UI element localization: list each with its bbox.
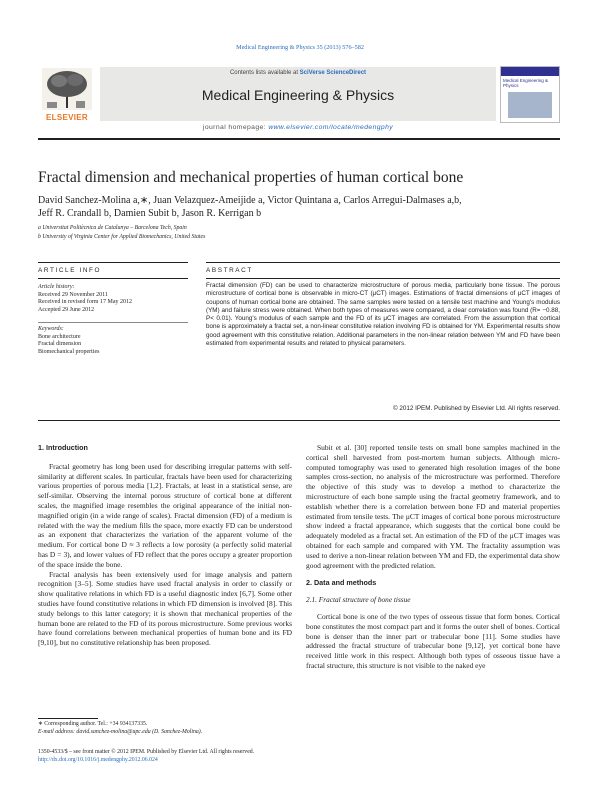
revised-date: Received in revised form 17 May 2012 [38,299,132,305]
doi-link[interactable]: http://dx.doi.org/10.1016/j.medengphy.2012.06.024 [38,757,158,763]
article-title: Fractal dimension and mechanical properties of human cortical bone [38,169,464,186]
abstract-text: Fractal dimension (FD) can be used to characterize microstructure of porous media, particularly bone tissue. The porous microstructure of cortical bone is observable in micro-CT (μCT) images. Estimations of fractal dimensions of μCT images of coupons of human cortical bone are obtained. The same samples were tested on a tensile test machine and Young's modulus (YM) and failure stress were obtained. When both types of measures were compared, a clear correlation was found (R= −0.88, P< 0.01). Young's modulus of each sample and the FD of its μCT images are correlated. From the assumption that cortical bone is approximately a fractal set, a non-linear constitutive relation involving FD is obtained for YM. Experimental results show good agreement with this constitutive relation. Additional parameters in the non-linear relation between YM and FD have been estimated from experimental results and related to physical parameters. [206,282,560,348]
authors-line-2: Jeff R. Crandall b, Damien Subit b, Jason R. Kerrigan b [38,208,262,219]
footnote [38,721,292,737]
copyright-line: © 2012 IPEM. Published by Elsevier Ltd. All rights reserved. [392,405,560,412]
keyword: Biomechanical properties [38,348,100,355]
abstract-heading: ABSTRACT [206,267,253,274]
article-history [38,284,188,314]
paragraph: Fractal geometry has long been used for describing irregular patterns with self-similarity at different scales. In particular, fractals have been used for characterizing various properties of porous media [1,2]. Fractals, at least in a statistical sense, are self-similar. Observing the internal porous structure of cortical bone at different scales, the magnified image resembles the original appearance of the initial non-magnified origin (in a wide range of scales). Fractal dimension (FD) of a medium is related with the way the medium fills the space, more exactly FD can be understood as an exponent that characterizes the variation of the apparent volume of the medium. For cortical bone D ≈ 3 reflects a low porosity (a perfectly solid material has D = 3), and lower values of FD reflect that the pores occupy a greater proportion of the space inside the bone. [38,461,292,569]
homepage-link[interactable]: www.elsevier.com/locate/medengphy [268,124,394,131]
paragraph: Fractal analysis has been extensively used for image analysis and pattern recognition [3–5]. Some studies have used fractal analysis in order to classify or show qualitative relations in which FD is a useful diagnostic index [6,7]. Some other studies have found constitutive relations in which FD dimension is involved [8]. This study belongs to this latter category; it is shown that mechanical properties of the human bone are related to the FD of its porous microstructure. Some previous works have found correlations between mechanical properties of human bone and its FD [9,10], but no constitutive relationship has been proposed. [38,569,292,648]
cover-banner [501,67,559,76]
info-rule-top [38,262,188,263]
history-label: Article history: [38,284,75,290]
received-date: Received 29 November 2011 [38,291,108,298]
affiliation-b: b University of Virginia Center for Applied Biomechanics, United States [38,233,206,240]
article-info-heading: ARTICLE INFO [38,267,102,274]
email-address[interactable]: E-mail address: david.sanchez-molina@upc.edu (D. Sanchez-Molina). [38,728,203,735]
section-2-1-heading: 2.1. Fractal structure of bone tissue [306,595,411,605]
journal-title: Medical Engineering & Physics [201,87,395,103]
front-matter-footer [38,748,438,764]
elsevier-wordmark: ELSEVIER [46,113,88,122]
sciencedirect-link[interactable]: SciVerse ScienceDirect [299,70,367,76]
authors-line-1: David Sanchez-Molina a,∗, Juan Velazquez-Ameijide a, Victor Quintana a, Carlos Arregui-Dalmases a,b, [38,195,462,206]
header-rule [38,138,560,140]
right-column [306,443,560,671]
journal-reference[interactable]: Medical Engineering & Physics 35 (2013) 576–582 [236,44,364,51]
affiliations [38,224,560,241]
author-list [38,194,560,220]
journal-homepage-line: journal homepage: www.elsevier.com/locate/medengphy [202,124,394,131]
elsevier-tree-logo [42,68,92,110]
section-2-heading: 2. Data and methods [306,578,377,588]
affiliation-a: a Universitat Politècnica de Catalunya – Barcelona Tech, Spain [38,225,187,231]
issn-line: 1350-4533/$ – see front matter © 2012 IPEM. Published by Elsevier Ltd. All rights reserved. [38,749,255,755]
paragraph: Subit et al. [30] reported tensile tests on small bone samples machined in the cortical shell harvested from post-mortem human subjects. Although micro-computed tomography was used to generated high resolution images of the bone samples cross-section, no analysis of the microstructure was performed. Therefore the objective of this study was to develop a method to characterize the microstructure of each bone sample using the fractal geometry framework, and to establish whether there is a correlation between bone FD and material properties estimated from tensile tests. The μCT images of cortical bone porous microstructure show indeed a fractal appearance, which suggests that the cortical bone could be adequately modeled as a fractal set. An estimation of the FD of the μCT images was obtained for each sample and compared with YM. The fractality assumption was used to derive a non-linear relation between YM and FD, the experimental data show good agreement with the predicted relation. [306,443,560,570]
keyword: Bone architecture [38,333,81,340]
accepted-date: Accepted 29 June 2012 [38,306,95,313]
contents-line: Contents lists available at SciVerse ScienceDirect [229,70,367,76]
info-rule-mid [38,278,188,279]
abstract-rule-bottom [38,420,560,421]
keywords-label: Keywords: [38,326,64,332]
abstract-rule-top [206,262,560,263]
cover-title: Medical Engineering & Physics [503,78,549,88]
keyword: Fractal dimension [38,341,82,347]
keywords [38,326,188,356]
section-1-heading: 1. Introduction [38,443,88,452]
left-column [38,443,292,648]
paragraph: Cortical bone is one of the two types of osseous tissue that form bones. Cortical bone constitutes the most compact part and it forms the outer shell of bones. Cortical bone is denser than the inner part or trabecular bone [11]. Some studies have addressed the fractal structure of trabecular bone [9,12], yet cortical bone have received little work in this respect. Although both types of osseous tissue have a fractal structure, this structure is not visible to the naked eye [306,611,560,670]
corresponding-author: ∗ Corresponding author. Tel.: +34 934137335. [38,721,148,727]
abstract-rule-mid [206,278,560,279]
cover-image [508,92,552,118]
